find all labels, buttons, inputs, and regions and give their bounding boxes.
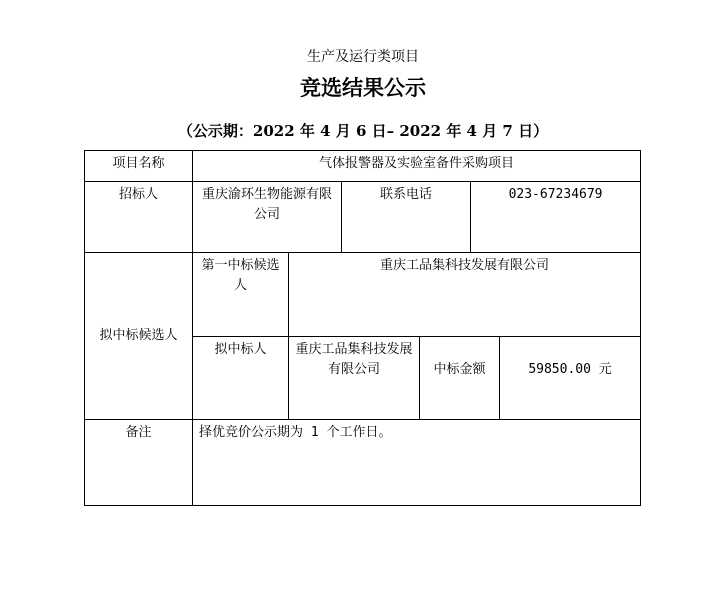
phone-value: 023-67234679	[471, 182, 641, 253]
phone-label: 联系电话	[342, 182, 471, 253]
first-candidate-value: 重庆工品集科技发展有限公司	[289, 253, 641, 337]
remark-value: 择优竞价公示期为 1 个工作日。	[193, 420, 641, 506]
row-remark	[85, 420, 641, 506]
first-candidate-label: 第一中标候选人	[193, 253, 289, 337]
remark-label: 备注	[85, 420, 193, 506]
page-subtitle: 生产及运行类项目	[307, 49, 419, 65]
project-name-value: 气体报警器及实验室备件采购项目	[193, 151, 641, 182]
row-bidder	[85, 182, 641, 253]
bid-amount-label: 中标金额	[420, 337, 500, 420]
bid-amount-value: 59850.00 元	[500, 337, 641, 420]
row-first-candidate	[85, 253, 641, 337]
result-table	[84, 150, 641, 506]
bidder-label: 招标人	[85, 182, 193, 253]
publicity-period: （公示期：2022 年 4 月 6 日– 2022 年 4 月 7 日）	[177, 122, 549, 140]
page-title: 竞选结果公示	[300, 75, 426, 100]
proposed-winner-value: 重庆工品集科技发展有限公司	[289, 337, 420, 420]
proposed-winner-label: 拟中标人	[193, 337, 289, 420]
project-name-label: 项目名称	[85, 151, 193, 182]
candidate-label: 拟中标候选人	[85, 253, 193, 420]
bidder-value: 重庆渝环生物能源有限公司	[193, 182, 342, 253]
row-project	[85, 151, 641, 182]
